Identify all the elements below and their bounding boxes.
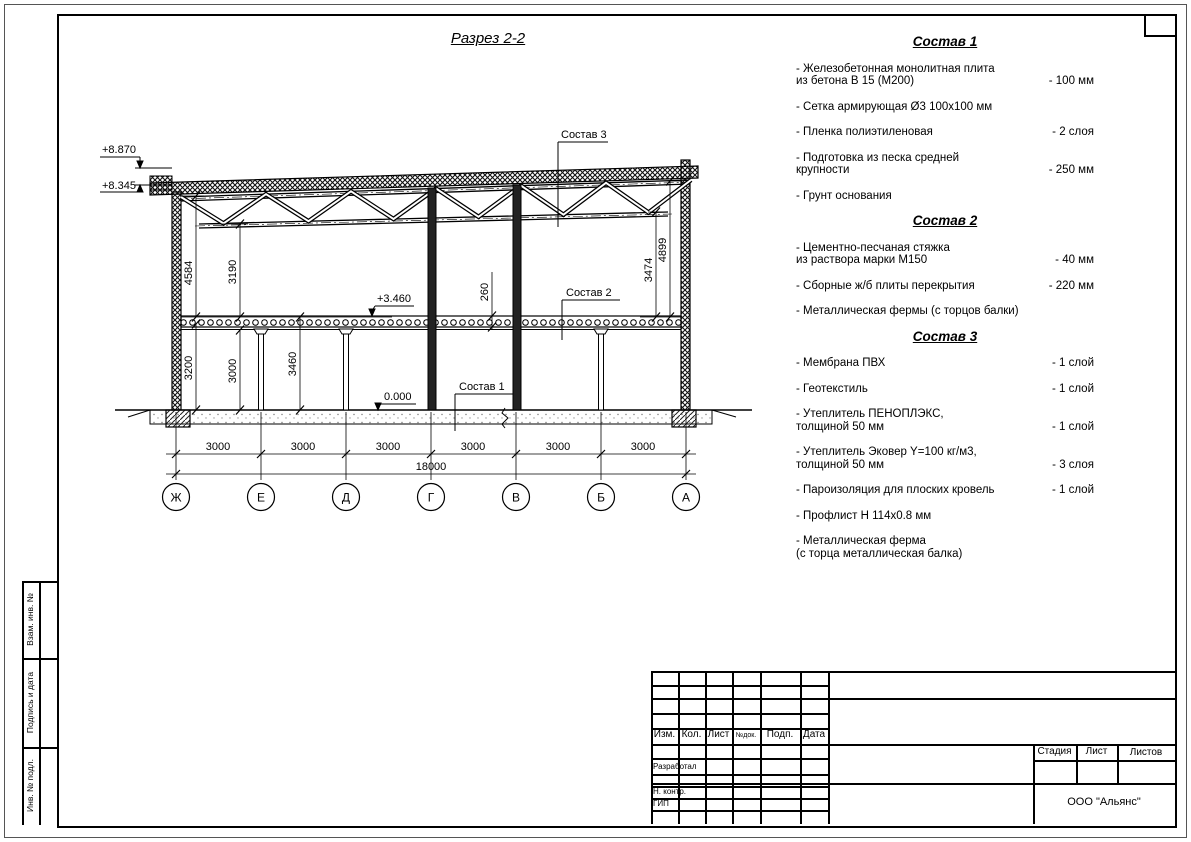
material-item xyxy=(796,484,1094,497)
material-item-label: - Пленка полиэтиленовая xyxy=(796,126,933,138)
dim-slab-260: 260 xyxy=(479,282,491,302)
material-item-value: - 1 слой xyxy=(1051,484,1094,496)
materials-panel xyxy=(796,24,1094,573)
dim-span-3: 3000 xyxy=(375,441,401,453)
tb-role-gip: ГИП xyxy=(653,799,669,808)
column-axis-g xyxy=(428,188,436,410)
material-item xyxy=(796,510,1094,523)
materials-section-heading: Состав 3 xyxy=(912,328,978,344)
elevation-floor2: +3.460 xyxy=(377,293,411,305)
tb-role-ncontrol: Н. контр. xyxy=(653,787,687,796)
axis-label: Е xyxy=(256,490,266,505)
material-item xyxy=(796,280,1094,293)
material-item-value: - 220 мм xyxy=(1048,279,1094,292)
material-item xyxy=(796,446,1094,471)
dim-storey-3200: 3200 xyxy=(183,355,195,381)
material-item-label: - Грунт основания xyxy=(796,189,892,202)
axis-label: Д xyxy=(341,490,351,505)
axis-bubbles xyxy=(163,484,700,511)
elevation-roof-low: +8.345 xyxy=(102,180,136,192)
material-item-value: - 100 мм xyxy=(1048,75,1094,87)
material-item xyxy=(796,383,1094,396)
material-item xyxy=(796,126,1094,139)
dim-span-5: 3000 xyxy=(545,441,571,453)
material-item-label: - Профлист Н 114х0.8 мм xyxy=(796,509,932,522)
section-drawing xyxy=(80,20,780,520)
tb-header-sheet: Лист xyxy=(1085,746,1108,757)
callout-sostav3: Состав 3 xyxy=(561,129,607,141)
elevation-roof-top: +8.870 xyxy=(102,144,136,156)
tb-header-list: Лист xyxy=(707,729,730,740)
material-item-label: - Мембрана ПВХ xyxy=(796,357,886,369)
material-item-value: - 1 слой xyxy=(1051,420,1094,433)
dim-span-4: 3000 xyxy=(460,441,486,453)
material-item-value: - 40 мм xyxy=(1055,254,1094,266)
stamp-podpis-data: Подпись и дата xyxy=(25,671,35,734)
callout-sostav2: Состав 2 xyxy=(566,287,612,299)
axis-label: Ж xyxy=(170,490,182,505)
material-item-value: - 1 слой xyxy=(1051,382,1094,395)
dim-storey-3000: 3000 xyxy=(227,358,239,384)
tb-header-data: Дата xyxy=(802,729,826,740)
dim-left-inner: 3190 xyxy=(227,259,239,285)
material-item xyxy=(796,408,1094,433)
material-item-value: - 3 слоя xyxy=(1052,458,1094,471)
column-axis-v xyxy=(513,185,521,410)
tb-company: ООО "Альянс" xyxy=(1067,796,1141,808)
tb-header-stage: Стадия xyxy=(1037,746,1072,757)
materials-section-heading: Состав 1 xyxy=(912,34,978,49)
tb-header-izm: Изм. xyxy=(653,729,676,740)
dim-span-6: 3000 xyxy=(630,441,656,453)
material-item xyxy=(796,305,1094,318)
material-item-value: - 1 слой xyxy=(1051,357,1094,369)
tb-role-developer: Разработал xyxy=(653,762,697,771)
callout-sostav1: Состав 1 xyxy=(459,381,505,393)
material-item-value: - 250 мм xyxy=(1048,164,1094,176)
material-item xyxy=(796,242,1094,267)
material-item xyxy=(796,101,1094,114)
material-item-label: - Утеплитель ПЕНОПЛЭКС, толщиной 50 мм xyxy=(796,408,944,433)
axis-label: В xyxy=(511,490,521,505)
stamp-vzam-inv: Взам. инв. № xyxy=(25,593,35,646)
dim-span-1: 3000 xyxy=(205,441,231,453)
parapet-left xyxy=(150,176,172,190)
material-item-label: - Металлическая фермы (с торцов балки) xyxy=(796,305,1019,317)
footing-left xyxy=(166,410,190,427)
dim-right-inner: 3474 xyxy=(643,257,655,283)
corner-marker-box xyxy=(1144,16,1175,37)
materials-section-heading: Состав 2 xyxy=(912,213,978,228)
material-item-label: - Подготовка из песка средней крупности xyxy=(796,151,960,176)
dim-right-outer: 4899 xyxy=(657,237,669,263)
material-item xyxy=(796,535,1094,560)
tb-header-kol: Кол. xyxy=(681,729,702,740)
tb-header-ndok: №док. xyxy=(735,732,757,739)
material-item xyxy=(796,190,1094,203)
material-item-label: - Металлическая ферма (с торца металлическая балка) xyxy=(796,535,963,560)
wall-right xyxy=(681,160,690,410)
stamp-inv-podl: Инв. № подл. xyxy=(25,759,35,812)
wall-left xyxy=(172,192,181,410)
material-item-label: - Сборные ж/б плиты перекрытия xyxy=(796,279,975,292)
material-item xyxy=(796,152,1094,177)
material-item-label: - Железобетонная монолитная плита из бетона В 15 (М200) xyxy=(796,62,995,87)
dim-total: 18000 xyxy=(415,461,447,473)
axis-label: Б xyxy=(597,490,605,505)
dim-storey-3460: 3460 xyxy=(287,351,299,377)
footing-right xyxy=(672,410,696,427)
dim-span-2: 3000 xyxy=(290,441,316,453)
elevation-ground: 0.000 xyxy=(384,391,412,403)
material-item-label: - Цементно-песчаная стяжка из раствора марки М150 xyxy=(796,241,950,266)
dim-left-outer: 4584 xyxy=(183,260,195,286)
drawing-title: Разрез 2-2 xyxy=(450,30,526,47)
tb-header-sheets: Листов xyxy=(1129,747,1163,758)
axis-label: Г xyxy=(427,490,435,505)
material-item-label: - Геотекстиль xyxy=(796,382,868,395)
material-item xyxy=(796,357,1094,370)
material-item-label: - Утеплитель Эковер Y=100 кг/м3, толщиной 50 мм xyxy=(796,446,977,471)
axis-label: А xyxy=(681,490,691,505)
material-item-label: - Сетка армирующая Ø3 100х100 мм xyxy=(796,100,993,113)
tb-header-podp: Подп. xyxy=(766,729,794,740)
material-item xyxy=(796,63,1094,88)
material-item-value: - 2 слоя xyxy=(1052,126,1094,138)
material-item-label: - Пароизоляция для плоских кровель xyxy=(796,484,995,496)
